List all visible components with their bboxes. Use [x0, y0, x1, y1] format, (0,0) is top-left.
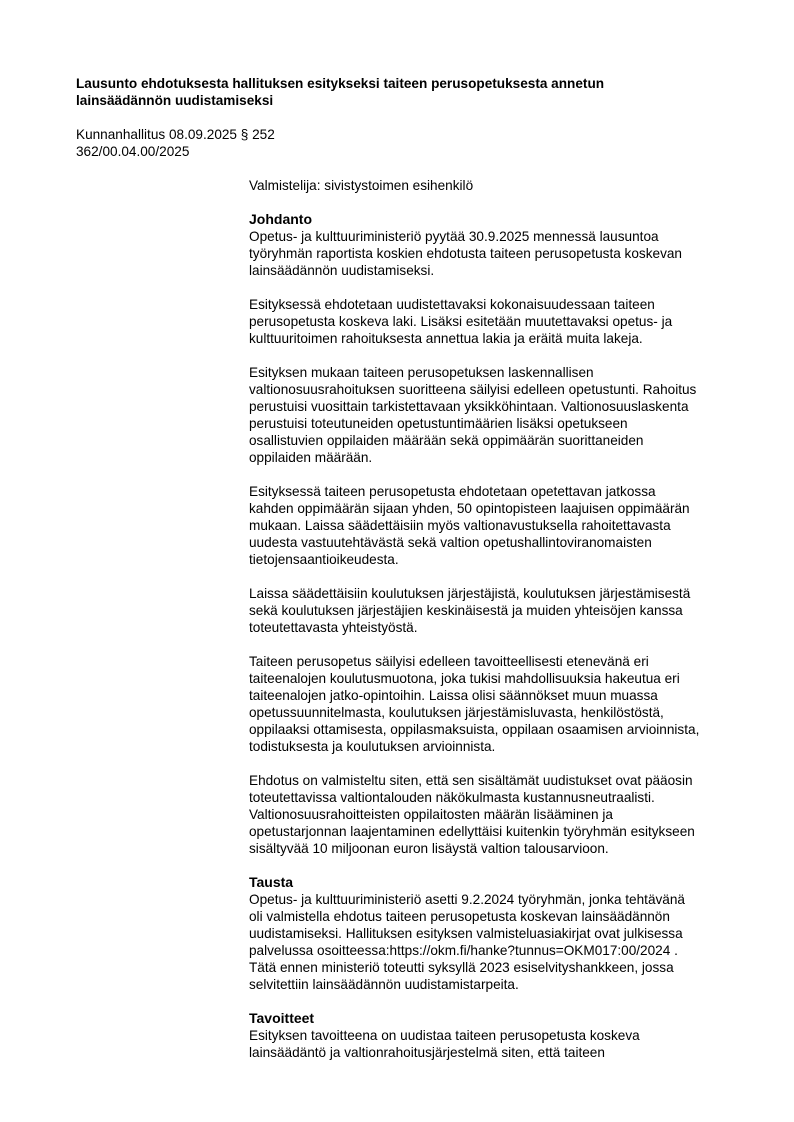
text-line: oppilaiden määrään.	[249, 450, 373, 465]
text-line: Esityksen tavoitteena on uudistaa taiteen perusopetusta koskeva	[249, 1028, 640, 1043]
text-line: perusopetusta koskeva laki. Lisäksi esitetään muutettavaksi opetus- ja	[249, 314, 673, 329]
text-line: Tätä ennen ministeriö toteutti syksyllä 2023 esiselvityshankkeen, jossa	[249, 960, 674, 975]
title-line: lainsäädännön uudistamiseksi	[76, 93, 274, 108]
text-line: perustuisi vuosittain tarkistettavaan yksikköhintaan. Valtionosuuslaskenta	[249, 399, 689, 414]
document-body	[249, 177, 745, 1078]
text-line: valtionosuusrahoituksen suoritteena säilyisi edelleen opetustunti. Rahoitus	[249, 382, 697, 397]
paragraph	[249, 483, 745, 568]
paragraph	[249, 585, 745, 636]
paragraph	[249, 772, 745, 857]
document-meta	[76, 126, 275, 160]
text-line: mukaan. Laissa säädettäisiin myös valtionavustuksella rahoitettavasta	[249, 518, 671, 533]
text-line: uudesta vastuutehtävästä sekä valtion opetushallintoviranomaisten	[249, 535, 652, 550]
record-number: 362/00.04.00/2025	[76, 144, 190, 159]
text-line: Esityksessä ehdotetaan uudistettavaksi kokonaisuudessaan taiteen	[249, 297, 655, 312]
text-line: Opetus- ja kulttuuriministeriö pyytää 30.9.2025 mennessä lausuntoa	[249, 229, 659, 244]
text-line: työryhmän raportista koskien ehdotusta taiteen perusopetusta koskevan	[249, 246, 682, 261]
text-line: kahden oppimäärän sijaan yhden, 50 opintopisteen laajuisen oppimäärän	[249, 501, 690, 516]
text-line: Laissa säädettäisiin koulutuksen järjestäjistä, koulutuksen järjestämisestä	[249, 586, 691, 601]
paragraph	[249, 653, 745, 755]
section-heading: Johdanto	[249, 211, 312, 227]
section-heading: Tavoitteet	[249, 1010, 315, 1026]
text-line: Ehdotus on valmisteltu siten, että sen sisältämät uudistukset ovat pääosin	[249, 773, 693, 788]
text-line: todistuksesta ja koulutuksen arvioinnista.	[249, 739, 496, 754]
text-line: lainsäädäntö ja valtionrahoitusjärjestelmä siten, että taiteen	[249, 1045, 605, 1060]
text-line: toteutettavissa valtiontalouden näkökulmasta kustannusneutraalisti.	[249, 790, 655, 805]
text-line: Esityksessä taiteen perusopetusta ehdotetaan opetettavan jatkossa	[249, 484, 656, 499]
text-line: toteutettavasta yhteistyöstä.	[249, 620, 418, 635]
document-title	[76, 75, 756, 109]
text-line: taiteenalojen koulutusmuotona, joka tukisi mahdollisuuksia hakeutua eri	[249, 671, 680, 686]
text-line: opetustarjonnan laajentaminen edellyttäisi kuitenkin työryhmän esitykseen	[249, 824, 695, 839]
paragraph	[249, 1027, 745, 1061]
text-line: palvelussa osoitteessa:https://okm.fi/hanke?tunnus=OKM017:00/2024 .	[249, 943, 678, 958]
title-line: Lausunto ehdotuksesta hallituksen esitykseksi taiteen perusopetuksesta annetun	[76, 76, 605, 91]
text-line: oppilaaksi ottamisesta, oppilasmaksuista, oppilaan osaamisen arvioinnista,	[249, 722, 700, 737]
paragraph	[249, 364, 745, 466]
text-line: taiteenalojen jatko-opintoihin. Laissa olisi säännökset muun muassa	[249, 688, 658, 703]
text-line: opetussuunnitelmasta, koulutuksen järjestämisluvasta, henkilöstöstä,	[249, 705, 664, 720]
text-line: perustuisi toteutuneiden opetustuntimäärien lisäksi opetukseen	[249, 416, 628, 431]
text-line: sekä koulutuksen järjestäjien keskinäisestä ja muiden yhteisöjen kanssa	[249, 603, 683, 618]
paragraph	[249, 891, 745, 993]
text-line: Taiteen perusopetus säilyisi edelleen tavoitteellisesti etenevänä eri	[249, 654, 649, 669]
text-line: sisältyvää 10 miljoonan euron lisäystä valtion talousarvioon.	[249, 841, 609, 856]
text-line: kulttuuritoimen rahoituksesta annettua lakia ja eräitä muita lakeja.	[249, 331, 643, 346]
text-line: Valtionosuusrahoitteisten oppilaitosten määrän lisääminen ja	[249, 807, 613, 822]
text-line: uudistamiseksi. Hallituksen esityksen valmisteluasiakirjat ovat julkisessa	[249, 926, 683, 941]
text-line: tietojensaantioikeudesta.	[249, 552, 399, 567]
section-heading: Tausta	[249, 874, 294, 890]
paragraph	[249, 228, 745, 279]
meeting-reference: Kunnanhallitus 08.09.2025 § 252	[76, 127, 275, 142]
section-tausta	[249, 874, 745, 993]
sections-container	[249, 211, 745, 1061]
text-line: oli valmistella ehdotus taiteen perusopetusta koskevan lainsäädännön	[249, 909, 670, 924]
text-line: osallistuvien oppilaiden määrään sekä oppimäärän suorittaneiden	[249, 433, 644, 448]
spacer	[249, 194, 745, 211]
section-tavoitteet	[249, 1010, 745, 1061]
paragraph	[249, 296, 745, 347]
text-line: selvitettiin lainsäädännön uudistamistarpeita.	[249, 977, 519, 992]
text-line: Opetus- ja kulttuuriministeriö asetti 9.2.2024 työryhmän, jonka tehtävänä	[249, 892, 685, 907]
preparer-line: Valmistelija: sivistystoimen esihenkilö	[249, 178, 474, 193]
text-line: lainsäädännön uudistamiseksi.	[249, 263, 435, 278]
text-line: Esityksen mukaan taiteen perusopetuksen laskennallisen	[249, 365, 594, 380]
section-johdanto	[249, 211, 745, 857]
